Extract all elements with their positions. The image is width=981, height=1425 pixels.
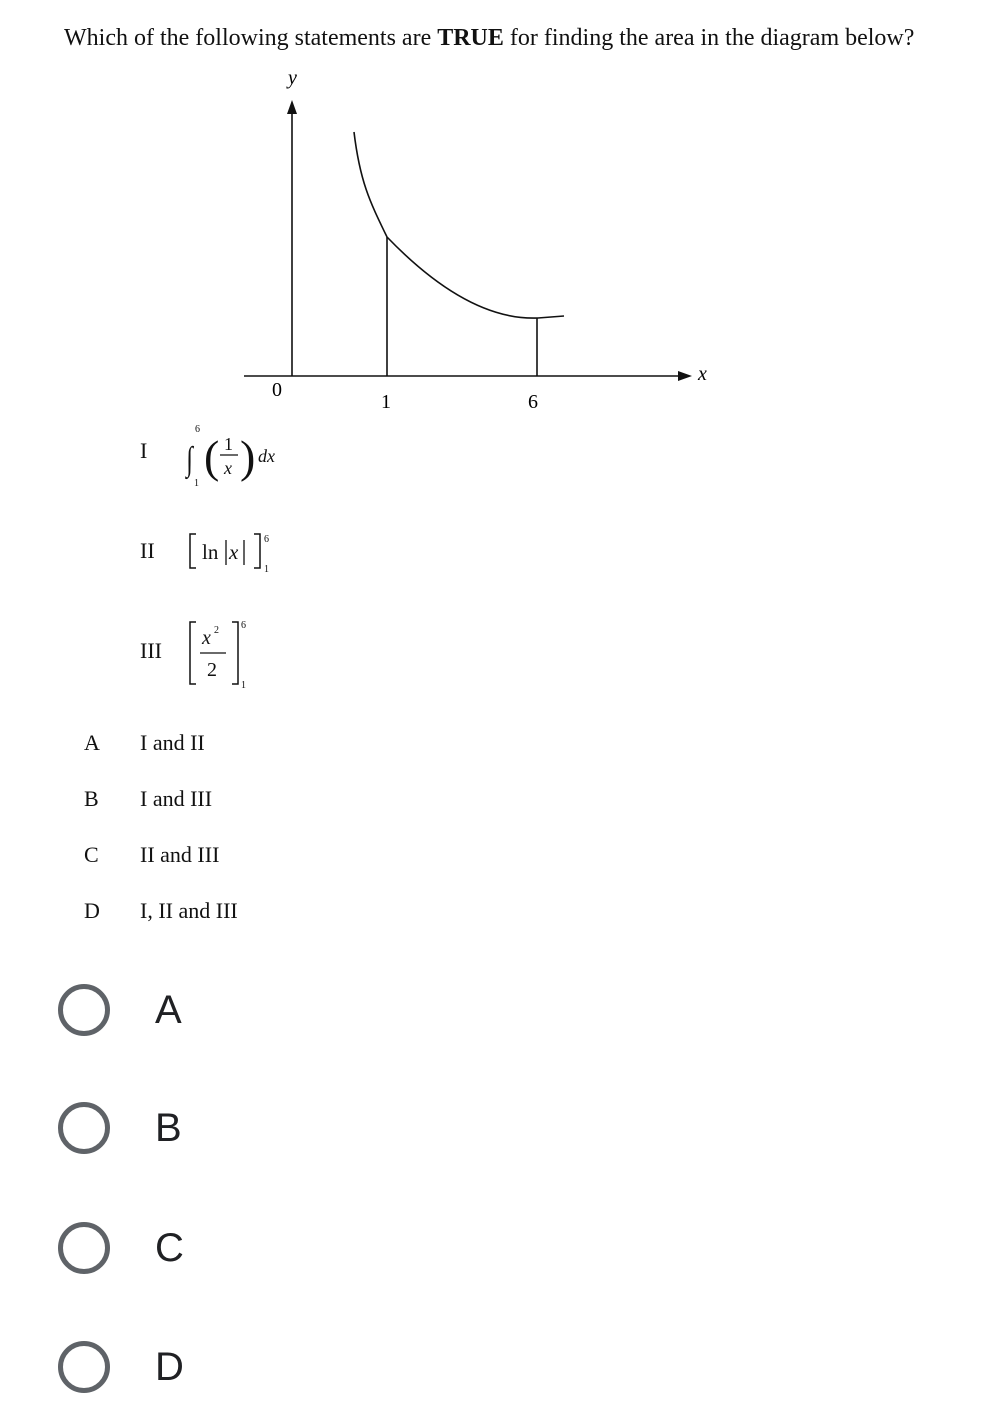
upper-limit: 6 [264, 534, 269, 545]
question-text [64, 22, 964, 54]
bracket-right [232, 622, 238, 684]
abs-variable: x [229, 540, 239, 564]
statement-3-expression [186, 616, 266, 692]
tick-label-6: 6 [528, 391, 538, 413]
y-axis-label: y [288, 67, 297, 89]
fraction-denominator: 2 [207, 659, 217, 681]
radio-label[interactable]: A [155, 988, 182, 1032]
choice-row-c [0, 842, 400, 882]
fraction-numerator: x [202, 627, 211, 649]
radio-label[interactable]: B [155, 1106, 182, 1150]
statement-label-2: II [140, 538, 155, 563]
radio-option-d[interactable] [58, 1341, 458, 1405]
radio-option-a[interactable] [58, 984, 458, 1048]
x-axis-label: x [698, 363, 707, 385]
origin-label: 0 [272, 379, 282, 401]
integral-sign: ∫ [186, 441, 193, 479]
radio-label[interactable]: D [155, 1345, 184, 1389]
radio-button[interactable] [58, 984, 110, 1036]
choice-text: I and II [140, 730, 205, 755]
radio-label[interactable]: C [155, 1226, 184, 1270]
fraction-numerator: 1 [224, 434, 233, 454]
choice-letter: B [84, 786, 99, 811]
question-prefix: Which of the following statements are [64, 25, 438, 51]
choice-text: I and III [140, 786, 213, 811]
statement-2-expression [186, 530, 286, 574]
y-axis-arrowhead [287, 100, 297, 114]
radio-button[interactable] [58, 1341, 110, 1393]
paren-left: ( [204, 431, 220, 482]
integral-upper: 6 [195, 424, 200, 435]
ln-text: ln [202, 540, 219, 564]
statement-label-3: III [140, 638, 162, 663]
radio-option-c[interactable] [58, 1222, 458, 1286]
bracket-left [190, 622, 196, 684]
lower-limit: 1 [264, 564, 269, 574]
bracket-left [190, 534, 196, 568]
question-suffix: for finding the area in the diagram below? [503, 25, 915, 51]
choice-row-a [0, 730, 400, 770]
curve [354, 132, 564, 318]
paren-right: ) [240, 431, 256, 482]
fraction-denominator: x [224, 458, 232, 478]
choice-row-d [0, 898, 400, 938]
radio-button[interactable] [58, 1222, 110, 1274]
choice-row-b [0, 786, 400, 826]
choice-letter: C [84, 842, 99, 867]
integral-lower: 1 [194, 478, 199, 489]
statement-label-1: I [140, 438, 148, 463]
dx-symbol: dx [258, 446, 275, 466]
choice-letter: A [84, 730, 100, 755]
bracket-right [254, 534, 260, 568]
lower-limit: 1 [241, 680, 246, 691]
tick-label-1: 1 [381, 391, 391, 413]
choice-text: II and III [140, 842, 220, 867]
choice-letter: D [84, 898, 100, 923]
area-diagram [230, 62, 730, 422]
fraction-exponent: 2 [214, 625, 219, 636]
choice-text: I, II and III [140, 898, 238, 923]
statement-1-integral [182, 422, 292, 492]
question-emphasis: TRUE [437, 25, 504, 51]
x-axis-arrowhead [678, 371, 692, 381]
radio-button[interactable] [58, 1102, 110, 1154]
upper-limit: 6 [241, 620, 246, 631]
radio-option-b[interactable] [58, 1102, 458, 1166]
